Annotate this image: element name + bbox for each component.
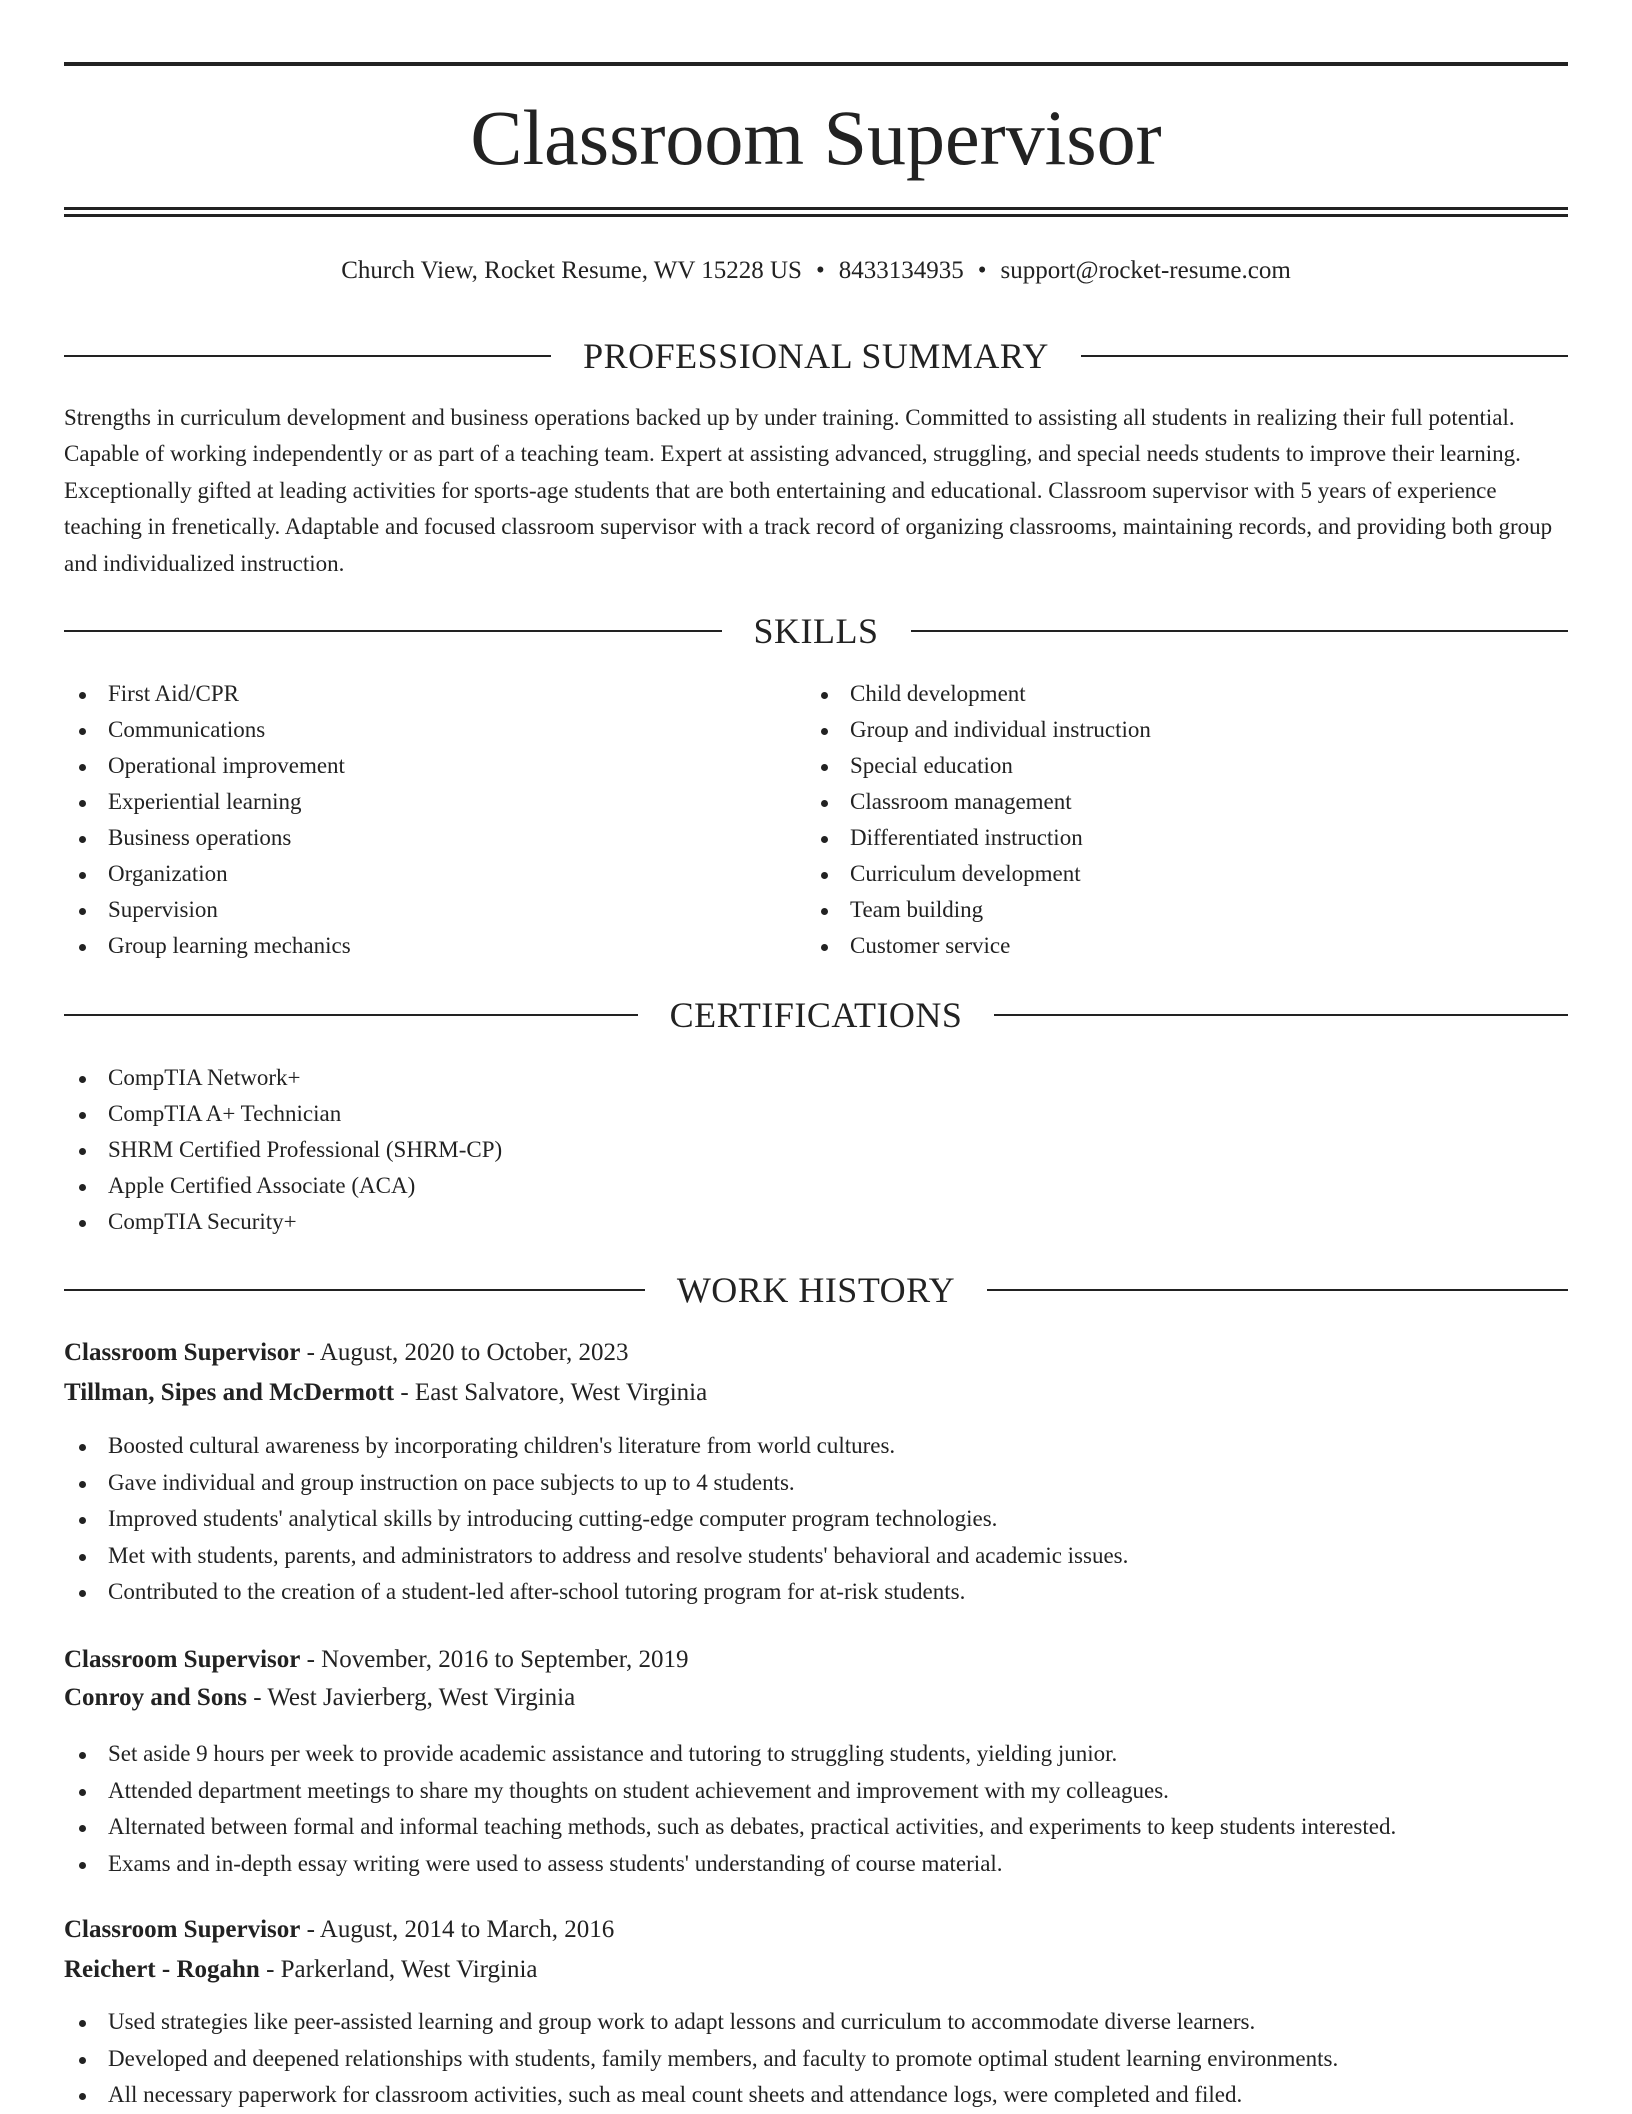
job-bullet: Met with students, parents, and administrators to address and resolve students' behavioral and academic issues. xyxy=(64,1538,1568,1575)
job-title-line xyxy=(64,1336,1568,1370)
skill-item: First Aid/CPR xyxy=(64,676,764,712)
skill-item: Child development xyxy=(806,676,1506,712)
certifications-list xyxy=(64,1060,1568,1240)
job-bullets xyxy=(64,1736,1568,1882)
job-dates: - August, 2014 to March, 2016 xyxy=(300,1916,615,1943)
job-company-line xyxy=(64,1681,1568,1715)
job-bullets xyxy=(64,2004,1568,2114)
job-title-line xyxy=(64,1643,1568,1677)
certification-item: Apple Certified Associate (ACA) xyxy=(64,1168,1568,1204)
skill-item: Communications xyxy=(64,712,764,748)
skills-section-header xyxy=(64,609,1568,653)
skill-item: Differentiated instruction xyxy=(806,820,1506,856)
summary-section-header xyxy=(64,334,1568,378)
section-divider-left xyxy=(64,630,722,632)
job-bullets xyxy=(64,1428,1568,1611)
job-bullet: Alternated between formal and informal teaching methods, such as debates, practical activities, and experiments to keep students interested. xyxy=(64,1809,1568,1846)
job-title-line xyxy=(64,1913,1568,1947)
skill-item: Classroom management xyxy=(806,784,1506,820)
section-divider-right xyxy=(994,1014,1568,1016)
skills-list-left xyxy=(64,676,764,964)
section-divider-left xyxy=(64,355,551,357)
job-bullet: Developed and deepened relationships with students, family members, and faculty to promote optimal student learning environments. xyxy=(64,2041,1568,2078)
contact-line xyxy=(64,254,1568,288)
contact-separator: • xyxy=(977,257,987,284)
skill-item: Group learning mechanics xyxy=(64,928,764,964)
job-company-line xyxy=(64,1953,1568,1987)
header-top-rule xyxy=(64,62,1568,66)
skills-list-right xyxy=(806,676,1506,964)
job-location: - East Salvatore, West Virginia xyxy=(394,1379,708,1406)
job-location: - Parkerland, West Virginia xyxy=(259,1956,538,1983)
job-title: Classroom Supervisor xyxy=(64,1916,301,1943)
summary-text: Strengths in curriculum development and business operations backed up by under training. Committed to assisting all students in realizing their full potential. Capable of working independently or as part of a teaching team. Expert at assisting advanced, struggling, and special needs students to improve their learning. Exceptionally gifted at leading activities for sports-age students that are both entertaining and educational. Classroom supervisor with 5 years of experience teaching in frenetically. Adaptable and focused classroom supervisor with a track record of organizing classrooms, maintaining records, and providing both group and individualized instruction. xyxy=(64,405,1553,576)
certification-item: CompTIA Network+ xyxy=(64,1060,1568,1096)
job-bullet: Set aside 9 hours per week to provide academic assistance and tutoring to struggling students, yielding junior. xyxy=(64,1736,1568,1773)
resume-title: Classroom Supervisor xyxy=(470,94,1162,181)
job-title: Classroom Supervisor xyxy=(64,1339,301,1366)
skill-item: Supervision xyxy=(64,892,764,928)
skills-section-title: SKILLS xyxy=(753,611,879,651)
job-bullet: Boosted cultural awareness by incorporating children's literature from world cultures. xyxy=(64,1428,1568,1465)
job-bullet: Contributed to the creation of a student-led after-school tutoring program for at-risk students. xyxy=(64,1574,1568,1611)
job-location: - West Javierberg, West Virginia xyxy=(246,1684,576,1711)
skill-item: Experiential learning xyxy=(64,784,764,820)
job-company: Reichert - Rogahn xyxy=(64,1956,260,1983)
job-dates: - August, 2020 to October, 2023 xyxy=(300,1339,629,1366)
skill-item: Curriculum development xyxy=(806,856,1506,892)
certifications-section-header xyxy=(64,993,1568,1037)
certification-item: CompTIA A+ Technician xyxy=(64,1096,1568,1132)
contact-email: support@rocket-resume.com xyxy=(1000,257,1291,284)
contact-separator: • xyxy=(815,257,825,284)
skill-item: Customer service xyxy=(806,928,1506,964)
skill-item: Operational improvement xyxy=(64,748,764,784)
header-double-rule xyxy=(64,207,1568,217)
contact-phone: 8433134935 xyxy=(838,257,964,284)
work-section-title: WORK HISTORY xyxy=(676,1270,956,1310)
contact-address: Church View, Rocket Resume, WV 15228 US xyxy=(341,257,802,284)
skill-item: Team building xyxy=(806,892,1506,928)
job-bullet: Improved students' analytical skills by introducing cutting-edge computer program technologies. xyxy=(64,1501,1568,1538)
certification-item: SHRM Certified Professional (SHRM-CP) xyxy=(64,1132,1568,1168)
section-divider-right xyxy=(911,630,1569,632)
job-bullet: Exams and in-depth essay writing were used to assess students' understanding of course material. xyxy=(64,1846,1568,1883)
certifications-section-title: CERTIFICATIONS xyxy=(669,995,963,1035)
summary-section-title: PROFESSIONAL SUMMARY xyxy=(583,336,1049,376)
certification-item: CompTIA Security+ xyxy=(64,1204,1568,1240)
section-divider-left xyxy=(64,1014,638,1016)
skill-item: Business operations xyxy=(64,820,764,856)
job-bullet: Gave individual and group instruction on pace subjects to up to 4 students. xyxy=(64,1465,1568,1502)
section-divider-left xyxy=(64,1289,645,1291)
job-bullet: Attended department meetings to share my thoughts on student achievement and improvement with my colleagues. xyxy=(64,1773,1568,1810)
job-bullet: All necessary paperwork for classroom activities, such as meal count sheets and attendance logs, were completed and filed. xyxy=(64,2077,1568,2114)
skill-item: Special education xyxy=(806,748,1506,784)
skill-item: Group and individual instruction xyxy=(806,712,1506,748)
section-divider-right xyxy=(987,1289,1568,1291)
job-company: Tillman, Sipes and McDermott xyxy=(64,1379,395,1406)
work-section-header xyxy=(64,1268,1568,1312)
section-divider-right xyxy=(1081,355,1568,357)
job-dates: - November, 2016 to September, 2019 xyxy=(300,1646,689,1673)
job-title: Classroom Supervisor xyxy=(64,1646,301,1673)
skill-item: Organization xyxy=(64,856,764,892)
job-bullet: Used strategies like peer-assisted learning and group work to adapt lessons and curriculum to accommodate diverse learners. xyxy=(64,2004,1568,2041)
job-company-line xyxy=(64,1376,1568,1410)
job-company: Conroy and Sons xyxy=(64,1684,247,1711)
